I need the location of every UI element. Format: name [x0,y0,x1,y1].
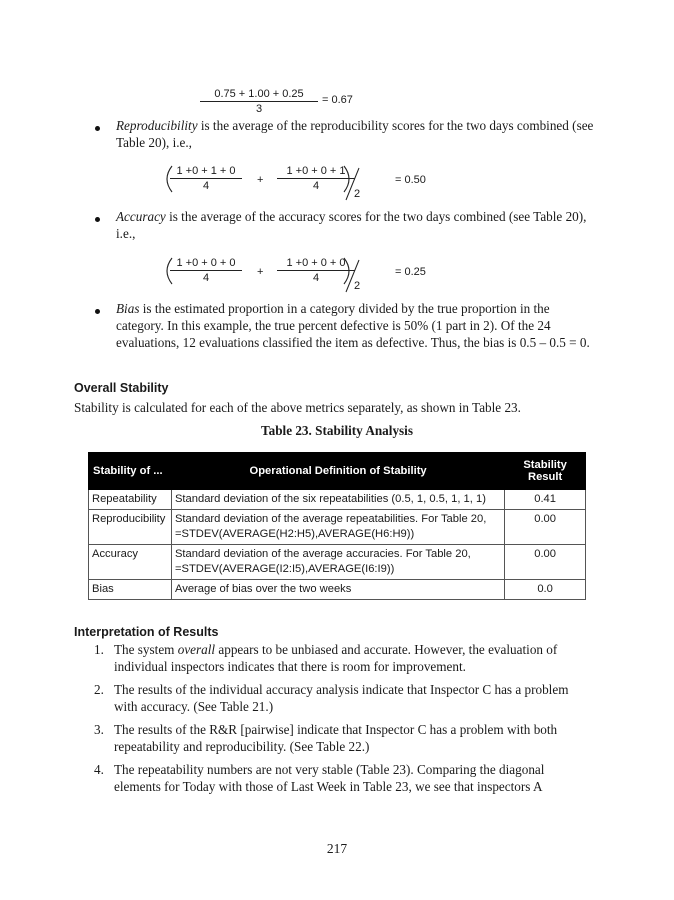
table-row [89,490,586,510]
list-item [74,721,594,755]
stability-table [88,452,586,600]
formula-2-fraction-b [277,165,355,192]
table-caption: Table 23. Stability Analysis [261,423,413,438]
bullet-dot [95,309,100,314]
list-item [74,641,594,675]
page-number: 217 [326,841,348,856]
formula-3-fraction-b-denominator: 4 [312,272,320,284]
formula-2-fraction-b-denominator: 4 [312,180,320,192]
table-cell-result: 0.00 [505,510,586,545]
table-cell-result: 0.41 [505,490,586,510]
list-item-text: The system [114,642,178,657]
formula-3-fraction-a-denominator: 4 [202,272,210,284]
accuracy-term: Accuracy [116,209,166,224]
list-item [74,681,594,715]
formula-1-numerator: 0.75 + 1.00 + 0.25 [200,88,318,102]
list-item-text: appears to be unbiased and accurate. However, the evaluation of individual inspectors indicates that there is room for improvement. [114,642,558,674]
table-cell-result: 0.0 [505,580,586,600]
formula-2-fraction-b-numerator: 1 +0 + 0 + 1 [277,165,355,179]
formula-2-fraction-a-denominator: 4 [202,180,210,192]
list-item-emphasis: overall [177,642,216,657]
formula-1-fraction [200,88,318,115]
formula-3-fraction-a-numerator: 1 +0 + 0 + 0 [170,257,242,271]
list-item [74,761,594,795]
table-cell-definition: Standard deviation of the six repeatabilities (0.5, 1, 0.5, 1, 1, 1) [171,490,504,510]
formula-1-result: = 0.67 [322,94,353,106]
table-cell-metric: Repeatability [89,490,172,510]
formula-2-fraction-a [170,165,242,192]
formula-1-denominator: 3 [255,103,263,115]
table-header-metric: Stability of ... [89,453,172,490]
reproducibility-text: is the average of the reproducibility scores for the two days combined (see Table 20), i.e., [116,118,594,150]
formula-3-divisor: 2 [354,280,361,292]
formula-2-plus: + [257,174,264,186]
table-row [89,510,586,545]
table-header-result: Stability Result [505,453,586,490]
table-cell-result: 0.00 [505,545,586,580]
table-cell-definition: Average of bias over the two weeks [171,580,504,600]
list-item-number: 4. [94,762,104,777]
table-cell-metric: Reproducibility [89,510,172,545]
accuracy-text: is the average of the accuracy scores for the two days combined (see Table 20), i.e., [116,209,587,241]
formula-3-plus: + [257,266,264,278]
list-item-text: The repeatability numbers are not very stable (Table 23). Comparing the diagonal elements for Today with those of Last Week in Table 23, we see that inspectors A [114,762,545,794]
table-row [89,545,586,580]
table-row [89,580,586,600]
table-cell-metric: Accuracy [89,545,172,580]
overall-stability-heading: Overall Stability [74,381,169,395]
bullet-dot [95,217,100,222]
interpretation-list [74,641,594,801]
formula-2-result: = 0.50 [395,174,426,186]
reproducibility-term: Reproducibility [116,118,198,133]
formula-3-fraction-a [170,257,242,284]
list-item-number: 2. [94,682,104,697]
formula-3-fraction-b-numerator: 1 +0 + 0 + 0 [277,257,355,271]
overall-stability-text: Stability is calculated for each of the above metrics separately, as shown in Table 23. [74,400,521,415]
formula-2-fraction-a-numerator: 1 +0 + 1 + 0 [170,165,242,179]
interpretation-heading: Interpretation of Results [74,625,219,639]
bullet-dot [95,126,100,131]
bias-term: Bias [116,301,140,316]
bias-text: is the estimated proportion in a category divided by the true proportion in the category. In this example, the true percent defective is 50% (1 part in 2). Of the 24 evaluations, 12 evaluations classified the item as defective. Thus, the bias is 0.5 – 0.5 = 0. [116,301,590,350]
accuracy-paragraph [116,208,596,242]
bias-paragraph [116,300,596,351]
table-header-definition: Operational Definition of Stability [171,453,504,490]
list-item-number: 3. [94,722,104,737]
formula-3-result: = 0.25 [395,266,426,278]
table-cell-definition: Standard deviation of the average accuracies. For Table 20, =STDEV(AVERAGE(I2:I5),AVERAGE(I6:I9)) [171,545,504,580]
formula-2-divisor: 2 [354,188,361,200]
list-item-text: The results of the individual accuracy analysis indicate that Inspector C has a problem with accuracy. (See Table 21.) [114,682,569,714]
table-cell-definition: Standard deviation of the average repeatabilities. For Table 20, =STDEV(AVERAGE(H2:H5),AVERAGE(H6:H9)) [171,510,504,545]
reproducibility-paragraph [116,117,596,151]
formula-3-fraction-b [277,257,355,284]
table-cell-metric: Bias [89,580,172,600]
list-item-text: The results of the R&R [pairwise] indicate that Inspector C has a problem with both repeatability and reproducibility. (See Table 22.) [114,722,558,754]
list-item-number: 1. [94,642,104,657]
